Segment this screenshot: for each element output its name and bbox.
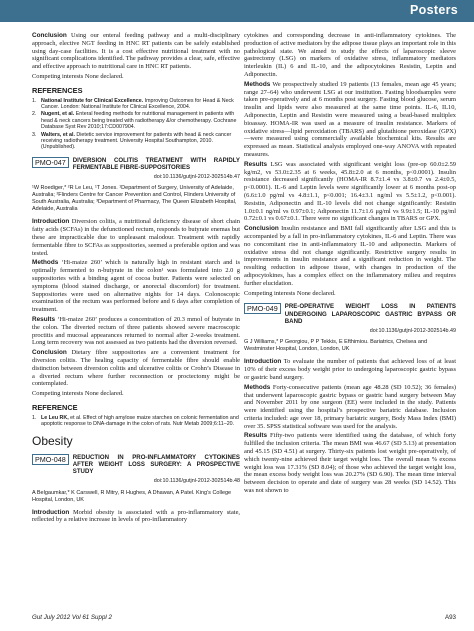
reference-number: 2.	[32, 111, 37, 118]
abstract-header-pmo-049	[244, 303, 456, 325]
conclusion-paragraph: Conclusion Dietary fibre suppositories are a convenient treatment for diversion colitis. The healing capacity of fermentable fibre should enable distinction between diversion colitis and ulcerative colitis or Crohn’s Disease in a diverted rectum where further reconnection or proctectomy might be contemplated.	[32, 349, 240, 388]
reference-item	[32, 98, 240, 111]
reference-authors: National Institute for Clinical Excellence.	[41, 97, 144, 104]
methods-paragraph: Methods We prospectively studied 19 patients (13 females, mean age 45 years; range 27–64) who underwent LSG at our institution. Fasting bloodsamples were taken pre-operatively and at 6 months post surgery. Fasting blood glucose, serum insulin and lipids were also measured at the same time points. IL-6, IL10, Adiponectin, Leptin and Resistin were measured using a bead-based multiplex bioassay. HOMA-IR was used as a measure of insulin resistance. Markers of oxidative stress—lipid peroxidation (TBARS) and glutathione peroxidase (GPX)—were measured using commercially available biochemical kits. Results are expressed as mean. Statistical analysis employed one-way ANOVA with repeated measures.	[244, 80, 456, 158]
reference-text: Walters, et al. Dietetic service improvement for patients with head & neck cancer receiving radiotherapy treatment. University Hospital Southampton, 2010. (Unpublished).	[41, 131, 232, 151]
reference-authors: Walters, et al.	[41, 131, 75, 138]
abstract-header-pmo-047	[32, 157, 240, 172]
results-paragraph: Results LSG was associated with significant weight loss (pre-op 60.0±2.59 kg/m2, vs 53.0±2.35 at 6 weeks, 45.8±2.0 at 6 months, p<0.0001). Insulin resistance decreased significantly (HOMA-IR 8.7±1.4 vs 3.8±0.7 vs 2.4±0.5, p<0.0001). IL-6 and Leptin levels were significantly lower at 6 months post-op (6.6±1.0 pg/ml vs 4.8±1.1, p<0.001; 16.4±3.1 ng/ml vs 5.5±1.2, p<0.001). Resistin, Adiponectin and IL-10 levels did not change significantly: Resistin 1.0±0.1 ng/ml vs 0.97±0.1; Adiponectin 11.7±1.6 μg/ml vs 9.9±1.5; IL-10 pg/ml 0.72±0.1 vs 0.67±0.1. There were no significant changes in TBARS or GPX.	[244, 160, 456, 223]
reference-item: 1. Le Leu RK, et al. Effect of high amylose maize starches on colonic fermentation and apoptotic response to DNA-damage in the colon of rats. Nutr Metab 2009;6:11–20.	[32, 414, 239, 428]
reference-number: 1.	[32, 97, 37, 104]
reference-item	[32, 132, 240, 151]
abstract-code: PMO-047	[32, 157, 69, 168]
doi-link[interactable]: doi:10.1136/gutjnl-2012-302514b.48	[153, 477, 240, 484]
methods-paragraph: Methods Forty-consecutive patients (mean age 48.28 (SD 10.52); 36 females) that underwent laparoscopic gastric bypass or gastric band surgery between May and November 2011 by one surgeon (EE) were included in the study. Patients were identified using the hospital’s prospective bariatric database. Inclusion criteria included: age over 18, primary bariatric surgery, Body Mass Index (BMI) over 35. SPSS statistical software was used for the analysis.	[244, 383, 456, 430]
intro-paragraph: Introduction Morbid obesity is associated with a pro-inflammatory state, reflected by a relative increase in levels of pro-inflammatory	[32, 508, 240, 524]
continued-intro-paragraph: cytokines and corresponding decrease in anti-inflammatory cytokines. The production of active mediators by the adipose tissue plays an important role in this pathological state. We aimed to study the effects of laparoscopic sleeve gastrectomy (LSG) on markers of oxidative stress, inflammatory mediators interleukin (IL) 6 and IL-10, and the adipocytokines Resistin, Leptin and Adiponectin.	[244, 32, 456, 78]
reference-number: 3.	[32, 131, 37, 138]
results-paragraph: Results ‘Hi-maize 260’ produces a concentration of 20.3 mmol of butyrate in the colon. The diverted rectum of three patients showed severe macroscopic proctitis and mucosal appearances returned to normal after 2-weeks treatment. Long term recovery was not assessed as two patients had the diversion reversed.	[32, 316, 240, 347]
section-heading-obesity: Obesity	[32, 433, 73, 448]
methods-paragraph: Methods ‘Hi-maize 260’ which is naturally high in resistant starch and is optimally fermented to n-butyrate in the colon¹ was formulated into 2.0 g suppositories with a binding agent of cocoa butter. Patients were selected on symptoms (blood stained discharge, or anorectal discomfort) for treatment. Suppositories were used on alternative nights for 14 days. Colonoscopic examination of the rectum was performed before and 6 days after completion of treatment.	[32, 259, 240, 314]
reference-text: Nugent, et al. Enteral feeding methods for nutritional management in patients with head & neck cancers being treated with radiotherapy &/or chemotherapy. Cochrane Database Syst Rev 2010;17:CD007904.	[41, 111, 237, 131]
reference-list	[32, 415, 240, 428]
competing-interests: Competing interests None declared.	[32, 390, 124, 398]
reference-item	[32, 111, 240, 130]
section-title: Posters	[410, 3, 458, 17]
results-paragraph: Results Fifty-two patients were identified using the database, of which forty fulfilled the inclusion criteria. The mean BMI was 46.67 (SD 5.13) at presentation and 45.15 (SD 4.51) at surgery. Thirty-six patients lost weight pre-operatively, of which twenty-nine achieved their target weight loss. The overall mean % excess weight loss was 17.31% (SD 8.04); of those who achieved the target weight loss, the mean excess body weight loss was 20.27% (SD 6.90). The mean time interval between decision to operate and date of surgery was 28 weeks (SD 14.52). This was not shown to	[244, 432, 456, 495]
reference-heading: REFERENCE	[32, 402, 78, 412]
author-list: ¹W Roediger,* ²R Le Leu, ¹T Jones. ¹Department of Surgery, University of Adelaide, Australia; ²Flinders Centre for Cancer Prevention and Control, Flinders University of South Australia, Australia; ³Department of Pharmacy, The Queen Elizabeth Hospital, Adelaide, Australia	[32, 185, 237, 213]
intro-paragraph: Introduction Diversion colitis, a nutritional deficiency disease of short chain fatty acids (SCFAs) in the defunctioned rectum, responds to butyrate enemas but these are impracticable due to unpleasant malodour. Treatment with rapidly fermentable fibre to SCFAs as suppositories, seemed a preferable option and was tested.	[32, 218, 240, 257]
references-list	[32, 98, 240, 151]
competing-interests: Competing interests None declared.	[32, 72, 124, 80]
doi-link[interactable]: doi:10.1136/gutjnl-2012-302514b.49	[369, 327, 456, 334]
conclusion-paragraph: Conclusion Using our enteral feeding pathway and a multi-disciplinary approach, elective NGT feeding in HNC RT patients can be safely established using day-case facilities. It is a cost effective nutritional treatment with no significant complications identified. The pathway provides a clear, safe, effective and effective approach to nutritional care in HNC RT patients.	[32, 32, 240, 71]
reference-authors: Nugent, et al.	[41, 111, 75, 118]
page-number: A93	[444, 614, 456, 621]
author-list: G J Williams,* P Georgiou, P P Tekkis, E Efthimiou. Bariatrics, Chelsea and Westminster Hospital, London, London, UK	[244, 339, 428, 353]
left-column	[32, 32, 240, 600]
author-list: A Belgaumkar,* K Carswell, R Mitry, R Hughes, A Dhawan, A Patel. King’s College Hospital, London, UK	[32, 489, 232, 503]
abstract-title: REDUCTION IN PRO-INFLAMMATORY CYTOKINES AFTER WEIGHT LOSS SURGERY: A PROSPECTIVE STUDY	[72, 453, 240, 476]
conclusion-paragraph: Conclusion Insulin resistance and BMI fall significantly after LSG and this is accompanied by a fall in pro-inflammatory cytokines, IL-6 and Leptin. There was no concomitant rise in anti-inflammatory IL-10 and adiponectin. Markers of oxidative stress did not change significantly. Restrictive surgery results in improvements in insulin resistance and a significant reduction in weight. The resulting reduction in adipose tissue, with changes in production of the adipocytokines, has a complex effect on the inflammatory milieu and requires further elucidation.	[244, 225, 456, 287]
abstract-code: PMO-049	[244, 303, 281, 314]
journal-citation: Gut July 2012 Vol 61 Suppl 2	[32, 614, 112, 621]
abstract-title: PRE-OPERATIVE WEIGHT LOSS IN PATIENTS UNDERGOING LAPAROSCOPIC GASTRIC BYPASS OR BAND	[284, 303, 456, 326]
abstract-header-pmo-048	[32, 454, 240, 476]
header-bar	[0, 0, 474, 22]
abstract-code: PMO-048	[32, 454, 69, 465]
abstract-title: DIVERSION COLITIS TREATMENT WITH RAPIDLY FERMENTABLE FIBRE-SUPPOSITORIES	[72, 156, 240, 172]
doi-link[interactable]: doi:10.1136/gutjnl-2012-302514b.47	[153, 173, 240, 180]
references-heading: REFERENCES	[32, 85, 83, 95]
reference-text: National Institute for Clinical Excellence. Improving Outcomes for Head & Neck Cancer. London: National Institute for Clinical Excellence, 2004.	[41, 97, 234, 110]
intro-paragraph: Introduction To evaluate the number of patients that achieved loss of at least 10% of their excess body weight prior to undergoing laparoscopic gastric bypass or gastric band surgery.	[244, 358, 456, 381]
right-column	[244, 32, 456, 600]
competing-interests: Competing interests None declared.	[244, 289, 336, 297]
keyword: Conclusion	[32, 32, 67, 39]
